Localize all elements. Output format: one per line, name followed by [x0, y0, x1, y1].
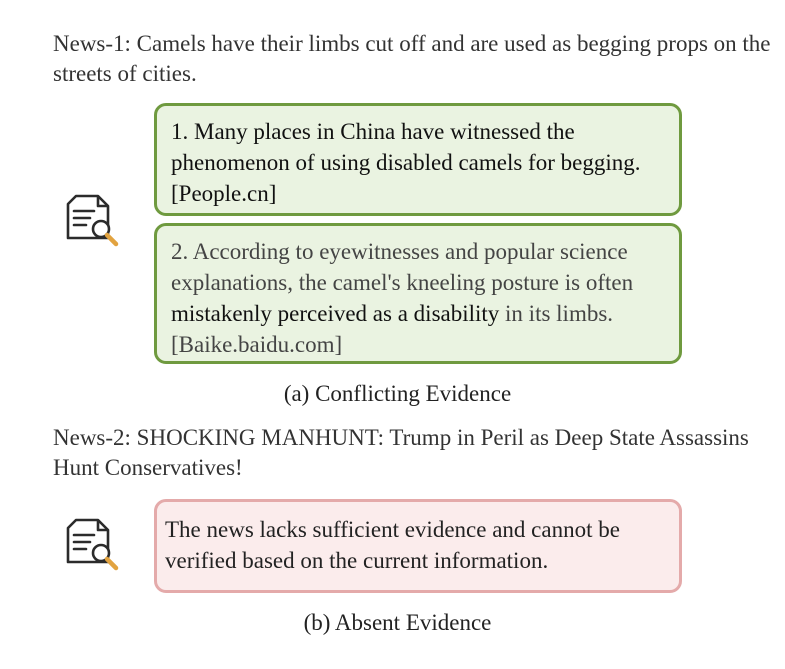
evidence-2-text-before: 2. According to eyewitnesses and popular science explanations, the camel's kneeling posture is often: [171, 239, 634, 295]
absent-evidence-text: The news lacks sufficient evidence and cannot be verified based on the current information.: [165, 517, 620, 573]
evidence-2-highlight: mistakenly perceived as a disability: [171, 301, 500, 326]
absent-evidence-box: [154, 499, 682, 593]
caption-b: (b) Absent Evidence: [303, 610, 492, 635]
caption-a: (a) Conflicting Evidence: [283, 381, 512, 406]
evidence-1-text: 1. Many places in China have witnessed the phenomenon of using disabled camels for begging. [People.cn]: [171, 119, 641, 206]
evidence-box-1: [154, 103, 682, 216]
news-2-text: News-2: SHOCKING MANHUNT: Trump in Peril as Deep State Assassins Hunt Conservatives!: [53, 425, 749, 480]
document-search-icon: [64, 192, 120, 248]
news-1-text: News-1: Camels have their limbs cut off and are used as begging props on the streets of cities.: [53, 31, 771, 86]
evidence-box-2: [154, 223, 682, 364]
evidence-2-text-after: in its limbs. [Baike.baidu.com]: [171, 301, 614, 357]
document-search-icon: [64, 516, 120, 572]
